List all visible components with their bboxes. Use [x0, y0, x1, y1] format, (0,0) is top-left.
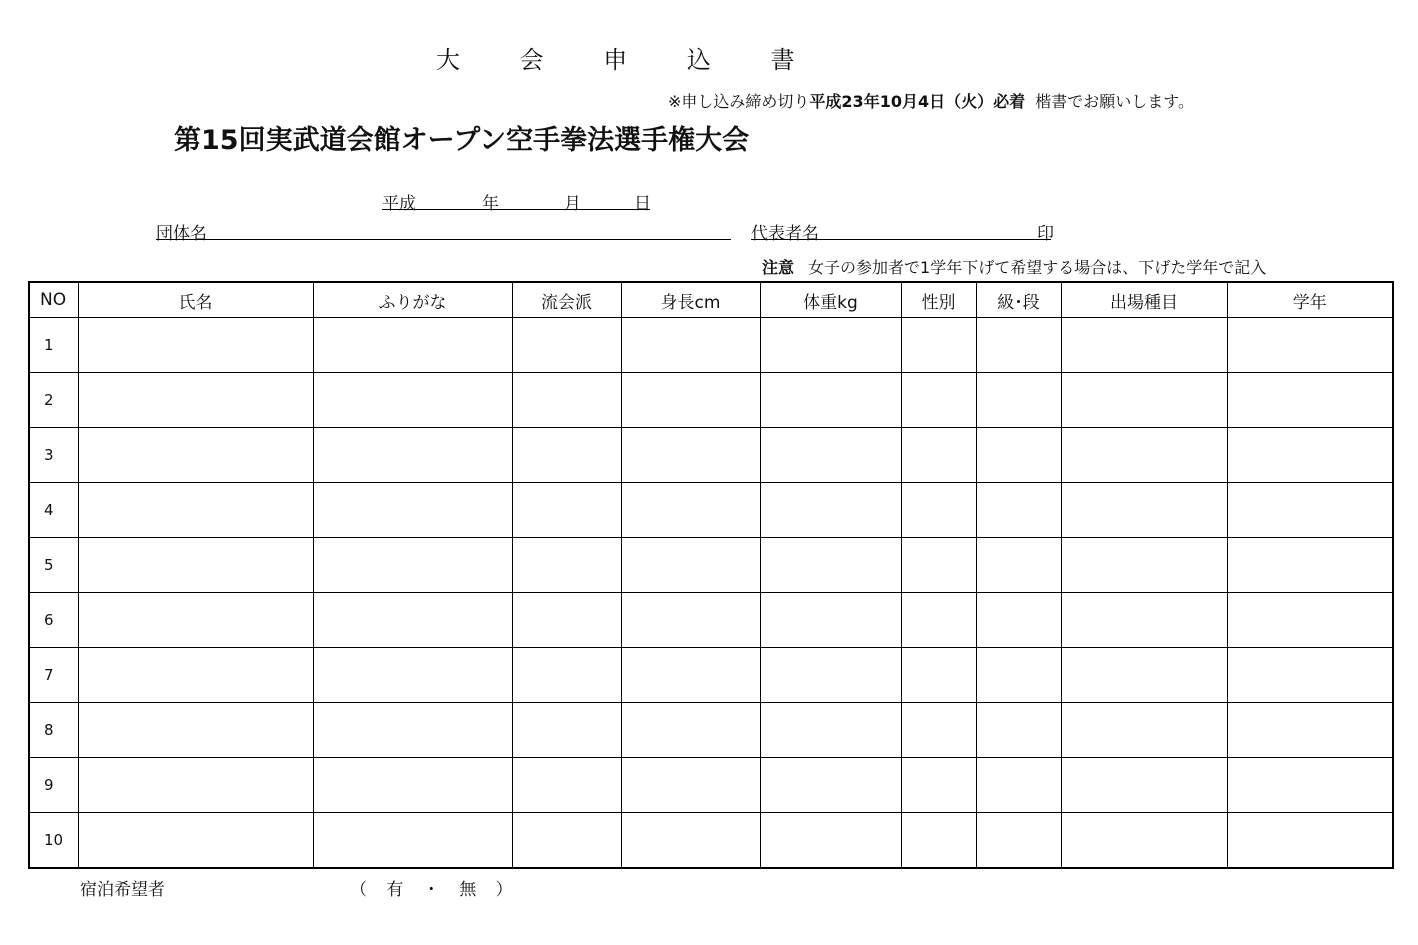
cell-height[interactable]: [621, 483, 760, 538]
cell-school[interactable]: [512, 318, 621, 373]
cell-name[interactable]: [78, 318, 313, 373]
cell-weight[interactable]: [760, 428, 901, 483]
group-name-field[interactable]: [156, 219, 731, 240]
date-field[interactable]: [382, 189, 651, 214]
cell-furigana[interactable]: [313, 538, 512, 593]
cell-gender[interactable]: [901, 428, 976, 483]
cell-gender[interactable]: [901, 483, 976, 538]
header-name: 氏名: [78, 282, 313, 318]
cell-weight[interactable]: [760, 318, 901, 373]
row-number: 4: [29, 483, 78, 538]
organization-line: [156, 219, 1056, 244]
table-row: [29, 758, 1393, 813]
lodging-label: 宿泊希望者: [80, 880, 165, 900]
document-title: 大 会 申 込 書: [436, 46, 795, 74]
cell-weight[interactable]: [760, 648, 901, 703]
deadline-suffix: 楷書でお願いします。: [1035, 92, 1194, 111]
table-row: [29, 483, 1393, 538]
cell-school[interactable]: [512, 758, 621, 813]
cell-event[interactable]: [1061, 428, 1227, 483]
cell-furigana[interactable]: [313, 758, 512, 813]
cell-weight[interactable]: [760, 593, 901, 648]
row-number: 6: [29, 593, 78, 648]
representative-label: 代表者名: [751, 224, 819, 244]
cell-gender[interactable]: [901, 318, 976, 373]
header-weight: 体重kg: [760, 282, 901, 318]
cell-rank[interactable]: [976, 483, 1061, 538]
cell-event[interactable]: [1061, 703, 1227, 758]
cell-event[interactable]: [1061, 648, 1227, 703]
cell-furigana[interactable]: [313, 428, 512, 483]
cell-school[interactable]: [512, 813, 621, 869]
date-era: 平成: [382, 194, 416, 214]
cell-name[interactable]: [78, 428, 313, 483]
cell-rank[interactable]: [976, 538, 1061, 593]
cell-event[interactable]: [1061, 538, 1227, 593]
cell-rank[interactable]: [976, 593, 1061, 648]
header-grade: 学年: [1227, 282, 1393, 318]
cell-grade[interactable]: [1227, 813, 1393, 869]
table-row: [29, 703, 1393, 758]
seal-label: 印: [1037, 224, 1054, 244]
cell-grade[interactable]: [1227, 318, 1393, 373]
cell-height[interactable]: [621, 813, 760, 869]
header-school: 流会派: [512, 282, 621, 318]
event-title: 第15回実武道会館オープン空手拳法選手権大会: [174, 125, 750, 156]
cell-name[interactable]: [78, 538, 313, 593]
note-text: 女子の参加者で1学年下げて希望する場合は、下げた学年で記入: [808, 258, 1267, 277]
note: [762, 255, 1266, 278]
row-number: 1: [29, 318, 78, 373]
table-row: [29, 648, 1393, 703]
cell-gender[interactable]: [901, 813, 976, 869]
table-header-row: [29, 282, 1393, 318]
cell-rank[interactable]: [976, 813, 1061, 869]
header-rank: 級･段: [976, 282, 1061, 318]
table-row: [29, 593, 1393, 648]
cell-height[interactable]: [621, 703, 760, 758]
header-gender: 性別: [901, 282, 976, 318]
cell-school[interactable]: [512, 593, 621, 648]
date-year-label: 年: [482, 194, 499, 214]
cell-event[interactable]: [1061, 593, 1227, 648]
cell-gender[interactable]: [901, 593, 976, 648]
cell-weight[interactable]: [760, 538, 901, 593]
header-event: 出場種目: [1061, 282, 1227, 318]
cell-rank[interactable]: [976, 373, 1061, 428]
cell-grade[interactable]: [1227, 428, 1393, 483]
cell-weight[interactable]: [760, 813, 901, 869]
cell-weight[interactable]: [760, 483, 901, 538]
cell-grade[interactable]: [1227, 593, 1393, 648]
row-number: 5: [29, 538, 78, 593]
cell-name[interactable]: [78, 593, 313, 648]
cell-furigana[interactable]: [313, 648, 512, 703]
table-row: [29, 538, 1393, 593]
cell-gender[interactable]: [901, 373, 976, 428]
cell-weight[interactable]: [760, 758, 901, 813]
cell-gender[interactable]: [901, 758, 976, 813]
cell-name[interactable]: [78, 483, 313, 538]
cell-weight[interactable]: [760, 373, 901, 428]
cell-height[interactable]: [621, 593, 760, 648]
cell-name[interactable]: [78, 648, 313, 703]
table-row: [29, 428, 1393, 483]
cell-name[interactable]: [78, 703, 313, 758]
date-month-label: 月: [564, 194, 581, 214]
cell-height[interactable]: [621, 538, 760, 593]
note-label: 注意: [762, 258, 795, 277]
deadline-prefix: ※申し込み締め切り: [668, 92, 810, 111]
cell-event[interactable]: [1061, 373, 1227, 428]
row-number: 2: [29, 373, 78, 428]
cell-name[interactable]: [78, 373, 313, 428]
cell-school[interactable]: [512, 428, 621, 483]
cell-gender[interactable]: [901, 703, 976, 758]
lodging-choice[interactable]: （ 有 ・ 無 ）: [350, 880, 513, 900]
cell-grade[interactable]: [1227, 703, 1393, 758]
cell-furigana[interactable]: [313, 318, 512, 373]
row-number: 8: [29, 703, 78, 758]
cell-event[interactable]: [1061, 483, 1227, 538]
cell-height[interactable]: [621, 648, 760, 703]
cell-gender[interactable]: [901, 538, 976, 593]
table-row: [29, 318, 1393, 373]
cell-event[interactable]: [1061, 813, 1227, 869]
row-number: 7: [29, 648, 78, 703]
cell-grade[interactable]: [1227, 373, 1393, 428]
cell-furigana[interactable]: [313, 483, 512, 538]
cell-school[interactable]: [512, 648, 621, 703]
entry-table: [28, 281, 1394, 869]
cell-height[interactable]: [621, 758, 760, 813]
header-height: 身長cm: [621, 282, 760, 318]
date-day-label: 日: [634, 194, 651, 214]
table-row: [29, 373, 1393, 428]
cell-school[interactable]: [512, 538, 621, 593]
cell-grade[interactable]: [1227, 483, 1393, 538]
cell-height[interactable]: [621, 428, 760, 483]
cell-furigana[interactable]: [313, 703, 512, 758]
cell-grade[interactable]: [1227, 538, 1393, 593]
cell-furigana[interactable]: [313, 593, 512, 648]
cell-event[interactable]: [1061, 758, 1227, 813]
row-number: 9: [29, 758, 78, 813]
cell-furigana[interactable]: [313, 813, 512, 869]
cell-rank[interactable]: [976, 758, 1061, 813]
header-no: NO: [29, 282, 78, 318]
cell-height[interactable]: [621, 318, 760, 373]
cell-weight[interactable]: [760, 703, 901, 758]
cell-rank[interactable]: [976, 428, 1061, 483]
cell-name[interactable]: [78, 813, 313, 869]
cell-grade[interactable]: [1227, 648, 1393, 703]
deadline-date: 平成23年10月4日（火）必着: [809, 92, 1026, 111]
header-furigana: ふりがな: [313, 282, 512, 318]
group-name-label: 団体名: [156, 224, 207, 244]
deadline-notice: [668, 89, 1194, 112]
cell-furigana[interactable]: [313, 373, 512, 428]
cell-name[interactable]: [78, 758, 313, 813]
cell-grade[interactable]: [1227, 758, 1393, 813]
row-number: 10: [29, 813, 78, 869]
cell-height[interactable]: [621, 373, 760, 428]
table-row: [29, 813, 1393, 869]
cell-event[interactable]: [1061, 318, 1227, 373]
cell-rank[interactable]: [976, 703, 1061, 758]
cell-school[interactable]: [512, 373, 621, 428]
row-number: 3: [29, 428, 78, 483]
cell-gender[interactable]: [901, 648, 976, 703]
cell-school[interactable]: [512, 703, 621, 758]
cell-rank[interactable]: [976, 318, 1061, 373]
cell-rank[interactable]: [976, 648, 1061, 703]
cell-school[interactable]: [512, 483, 621, 538]
